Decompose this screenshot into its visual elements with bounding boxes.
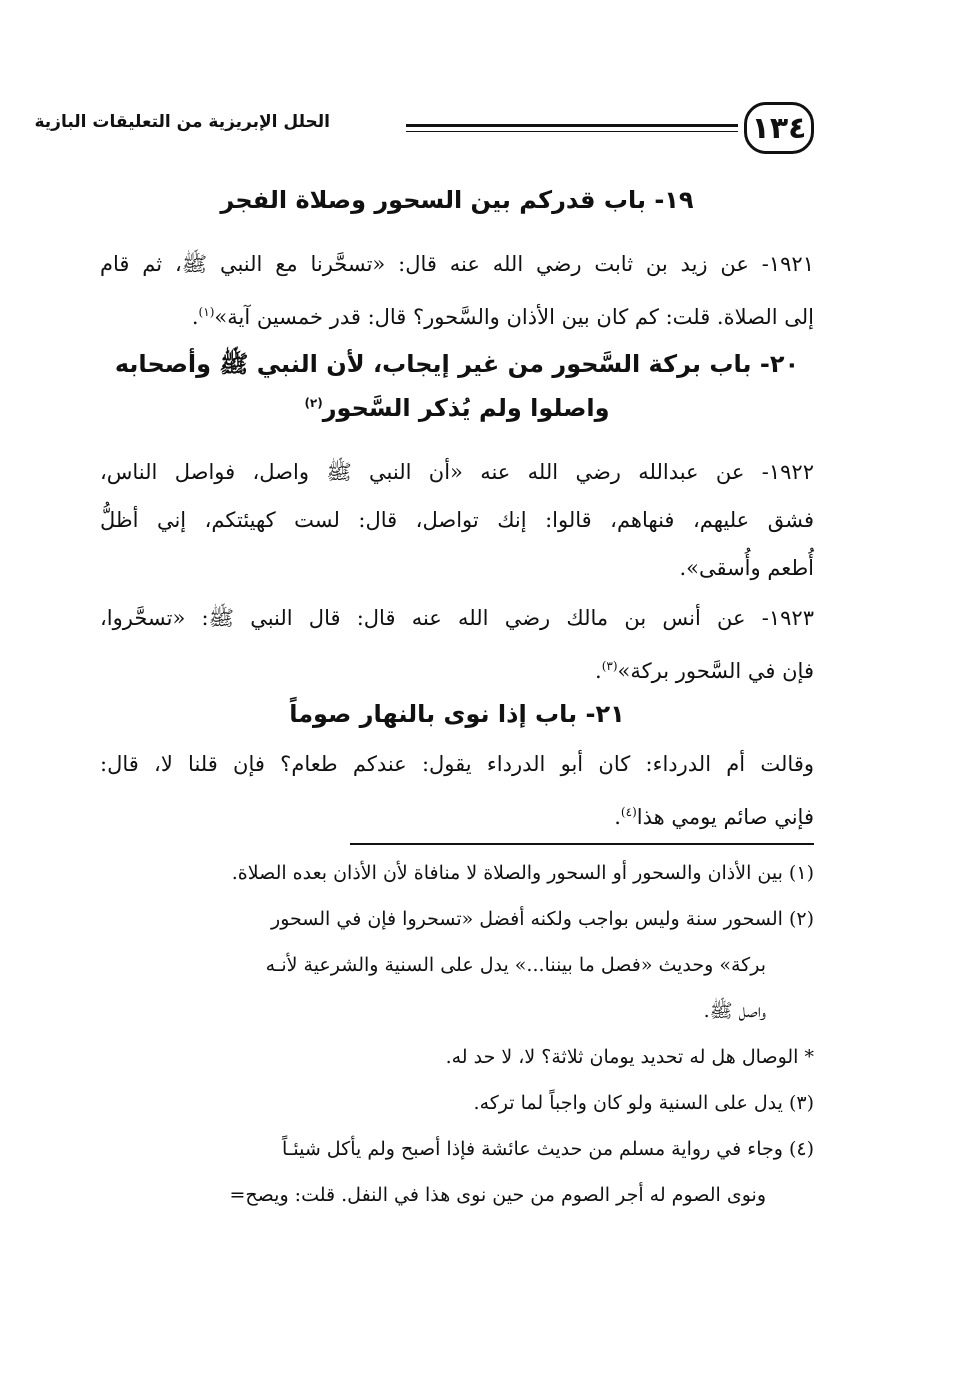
footnote-note-star: * الوصال هل له تحديد يومان ثلاثة؟ لا، لا حد له. [445,1046,814,1068]
hadith-line: ١٩٢٢- عن عبدالله رضي الله عنه «أن النبي ﷺ واصل، فواصل الناس، [100,460,814,484]
footnote-3: (٣) يدل على السنية ولو كان واجباً لما تركه. [473,1092,814,1114]
footnote-4: (٤) وجاء في رواية مسلم من حديث عائشة فإذا أصبح ولم يأكل شيئـاً [282,1138,814,1160]
hadith-1921 [100,240,814,341]
athar-line [100,788,814,841]
chapter-heading-19: ١٩- باب قدركم بين السحور وصلاة الفجر [220,186,694,214]
hadith-line [100,288,814,341]
hadith-line: أُطعم وأُسقى». [679,556,814,580]
hadith-1922 [100,448,814,592]
footnote-ref: (٣) [601,659,618,673]
athar-line: وقالت أم الدرداء: كان أبو الدرداء يقول: عندكم طعام؟ فإن قلنا لا، قال: [100,752,814,776]
punctuation: . [595,659,602,683]
hadith-text: فإن في السَّحور بركة» [617,659,814,683]
hadith-1923 [100,594,814,695]
hadith-text: إلى الصلاة. قلت: كم كان بين الأذان والسَّحور؟ قال: قدر خمسين آية» [214,305,814,329]
footnote-separator [350,843,814,845]
header-double-rule [406,124,738,132]
page-number-badge: ١٣٤ [744,102,814,154]
chapter-heading-20-line1: ٢٠- باب بركة السَّحور من غير إيجاب، لأن النبي ﷺ وأصحابه [114,350,800,378]
footnote-2-cont: واصل ﷺ. [703,1000,766,1022]
footnote-1: (١) بين الأذان والسحور أو السحور والصلاة لا منافاة لأن الأذان بعده الصلاة. [231,862,814,884]
punctuation: . [614,805,621,829]
punctuation: . [191,305,199,329]
footnote-2: (٢) السحور سنة وليس بواجب ولكنه أفضل «تسحروا فإن في السحور [271,908,814,930]
hadith-line [100,642,814,695]
footnote-ref: (١) [198,305,215,319]
chapter-heading-20-line2 [100,394,814,423]
footnote-4-cont: ونوى الصوم له أجر الصوم من حين نوى هذا في النفل. قلت: ويصح= [229,1184,766,1206]
footnote-ref: (٤) [620,805,637,819]
hadith-line: فشق عليهم، فنهاهم، قالوا: إنك تواصل، قال: لست كهيئتكم، إني أظلُّ [100,508,814,532]
athar-umm-darda [100,740,814,841]
chapter-heading-21: ٢١- باب إذا نوى بالنهار صوماً [289,700,625,728]
athar-text: فإني صائم يومي هذا [636,805,814,829]
hadith-line: ١٩٢٣- عن أنس بن مالك رضي الله عنه قال: قال النبي ﷺ: «تسحَّروا، [100,606,814,630]
heading-text: واصلوا ولم يُذكر السَّحور [322,394,610,422]
page-header [34,102,814,158]
footnote-2-cont: بركة» وحديث «فصل ما بيننا...» يدل على السنية والشرعية لأنـه [265,954,766,976]
footnote-ref: (٢) [304,396,323,410]
running-title: الحلل الإبريزية من التعليقات البازية [34,112,330,132]
footnotes [100,850,814,1218]
hadith-line: ١٩٢١- عن زيد بن ثابت رضي الله عنه قال: «تسحَّرنا مع النبي ﷺ، ثم قام [100,252,814,276]
